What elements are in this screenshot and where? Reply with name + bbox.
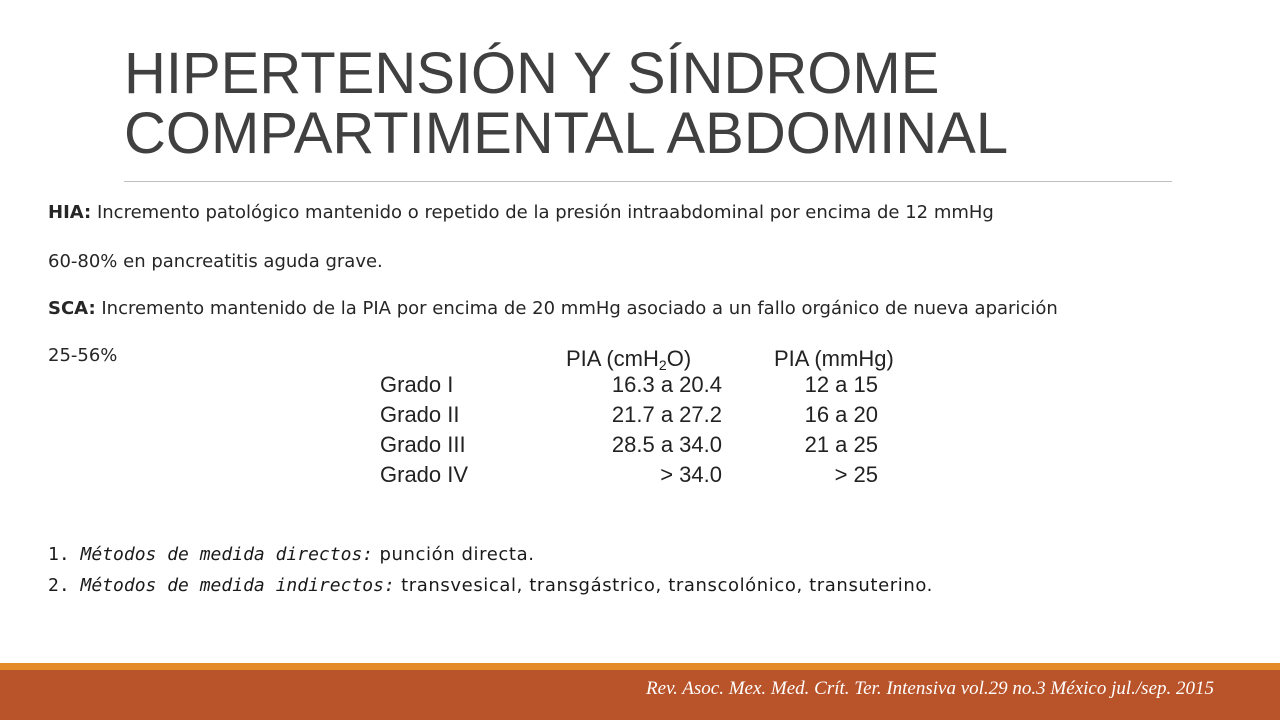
hia-label: HIA: <box>48 202 92 223</box>
table-row <box>372 402 892 432</box>
cmh2o-cell: 21.7 a 27.2 <box>611 402 722 427</box>
title-line-1: HIPERTENSIÓN Y SÍNDROME <box>124 41 940 106</box>
hia-text: Incremento patológico mantenido o repetido de la presión intraabdominal por encima de 12 mmHg <box>91 202 994 223</box>
header-pia-cmh2o-prefix: PIA (cmH <box>566 346 659 371</box>
grade-cell: Grado III <box>380 432 466 457</box>
method-description: transvesical, transgástrico, transcolónico, transuterino. <box>394 575 933 596</box>
sca-prevalence: 25-56% <box>48 345 118 366</box>
table-row <box>372 372 892 402</box>
method-description: punción directa. <box>373 544 535 565</box>
mmhg-cell: 12 a 15 <box>804 372 878 397</box>
header-pia-cmh2o <box>566 346 691 373</box>
cmh2o-cell: > 34.0 <box>660 462 722 487</box>
cmh2o-cell: 16.3 a 20.4 <box>611 372 722 397</box>
slide-title <box>124 41 1184 166</box>
sca-label: SCA: <box>48 298 96 319</box>
header-pia-cmh2o-subscript: 2 <box>658 357 667 373</box>
method-term: Métodos de medida indirectos: <box>80 575 395 596</box>
footer-citation: Rev. Asoc. Mex. Med. Crít. Ter. Intensiva vol.29 no.3 México jul./sep. 2015 <box>646 678 1214 699</box>
sca-text: Incremento mantenido de la PIA por encima de 20 mmHg asociado a un fallo orgánico de nueva aparición <box>95 298 1058 319</box>
method-indirect <box>48 575 933 597</box>
grade-cell: Grado I <box>380 372 454 397</box>
mmhg-cell: > 25 <box>834 462 878 487</box>
method-direct <box>48 544 535 566</box>
footer-accent-line <box>0 663 1280 670</box>
grade-cell: Grado IV <box>380 462 469 487</box>
method-number: 2. <box>48 575 81 596</box>
sca-definition <box>48 298 1058 320</box>
header-pia-mmhg: PIA (mmHg) <box>774 346 894 371</box>
mmhg-cell: 16 a 20 <box>804 402 878 427</box>
header-pia-cmh2o-suffix: O) <box>666 346 692 371</box>
title-divider <box>124 181 1172 182</box>
table-row <box>372 432 892 462</box>
cmh2o-cell: 28.5 a 34.0 <box>611 432 722 457</box>
grade-cell: Grado II <box>380 402 460 427</box>
table-row <box>372 462 892 492</box>
hia-prevalence: 60-80% en pancreatitis aguda grave. <box>48 251 383 272</box>
mmhg-cell: 21 a 25 <box>804 432 878 457</box>
pia-grade-table <box>372 340 892 500</box>
title-line-2: COMPARTIMENTAL ABDOMINAL <box>124 101 1009 166</box>
method-term: Métodos de medida directos: <box>80 544 374 565</box>
hia-definition <box>48 202 994 224</box>
method-number: 1. <box>48 544 81 565</box>
